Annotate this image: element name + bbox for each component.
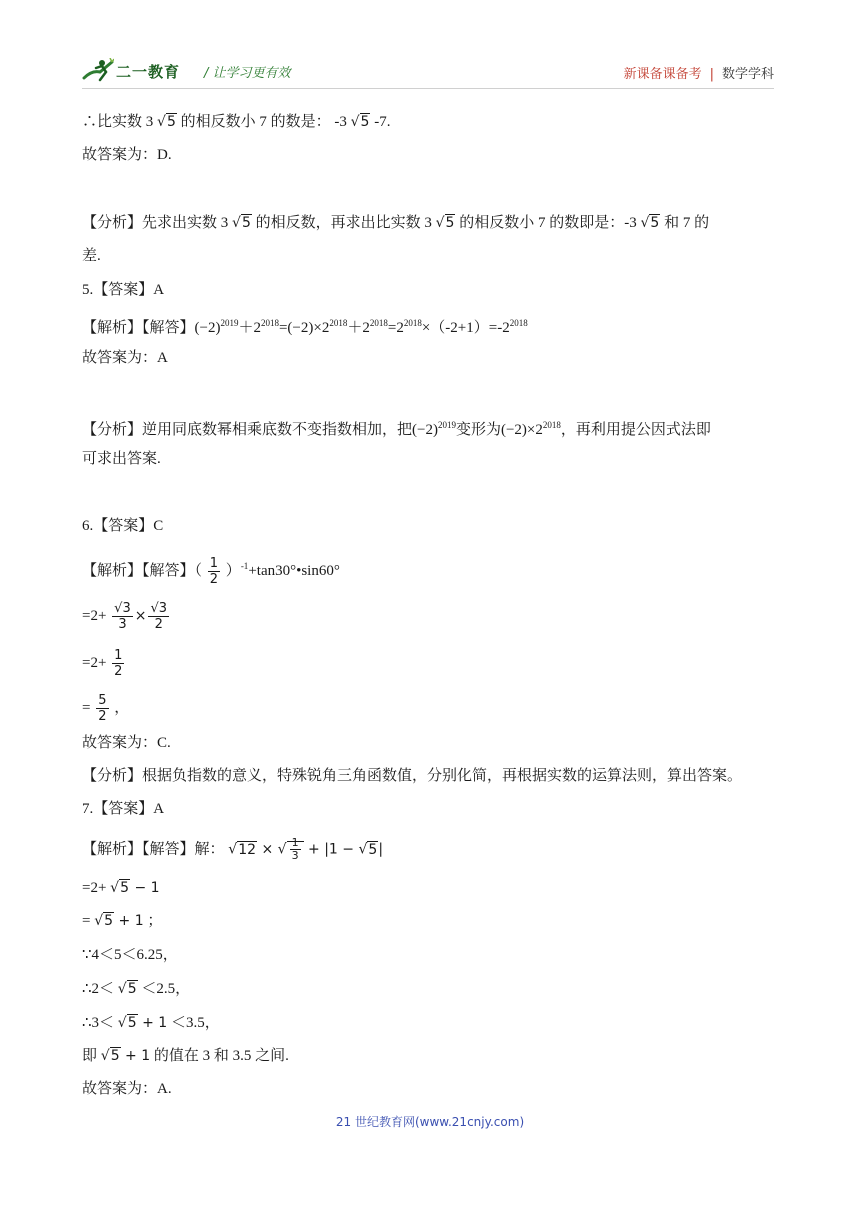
text-line-12: =2+ $\frac{√3}{3}$ × $\frac{√3}{2}$ (82, 601, 168, 632)
subject-label: 数学学科 (721, 67, 774, 82)
text-line-9: 可求出答案. (82, 451, 161, 467)
runner-logo-icon (82, 58, 114, 84)
text-line-11: 【解析】【解答】（ $\frac{1}{2}$ ）$^{-1}$+tan30°•sin60° (82, 556, 340, 588)
page-header (82, 58, 774, 92)
text-line-25: 故答案为：A. (82, 1081, 172, 1097)
text-line-1: ∴比实数 3 √5 的相反数小 7 的数是： -3 √5 -7. (82, 114, 391, 130)
header-right (624, 63, 774, 82)
text-line-21: ∵4＜5＜6.25， (82, 947, 178, 963)
text-line-15: 故答案为：C. (82, 735, 171, 751)
text-line-13: =2+ $\frac{1}{2}$ (82, 648, 123, 679)
footer: 21 世纪教育网(www.21cnjy.com) (335, 1115, 525, 1129)
text-line-18: 【解析】【解答】解： √12 × √ $\frac{1}{3}$ + |1 − √5| (82, 836, 384, 862)
text-line-23: ∴3＜ √5 + 1 ＜3.5， (82, 1015, 220, 1031)
course-label: 新课备课备考 (623, 67, 702, 82)
header-divider (82, 88, 774, 89)
slogan: / 让学习更有效 (204, 66, 291, 81)
text-line-4: 差. (82, 248, 101, 264)
text-line-7: 故答案为：A (82, 350, 168, 366)
text-line-5: 5.【答案】A (82, 282, 165, 298)
text-line-22: ∴2＜ √5 ＜2.5， (82, 981, 191, 997)
logo-text: 二一教育 (116, 62, 181, 81)
text-line-24: 即 √5 + 1 的值在 3 和 3.5 之间. (82, 1048, 289, 1064)
text-line-17: 7.【答案】A (82, 801, 165, 817)
text-line-16: 【分析】根据负指数的意义，特殊锐角三角函数值，分别化简，再根据实数的运算法则，算出答案。 (82, 768, 743, 784)
text-line-3: 【分析】先求出实数 3 √5 的相反数，再求出比实数 3 √5 的相反数小 7 的数即是：-3 √5 和 7 的 (82, 215, 710, 231)
text-line-2: 故答案为：D. (82, 147, 172, 163)
text-line-14: = $\frac{5}{2}$ ， (82, 693, 130, 724)
text-line-20: = √5 + 1 ； (82, 913, 163, 929)
text-line-19: =2+ √5 − 1 (82, 880, 160, 896)
text-line-10: 6.【答案】C (82, 518, 164, 534)
header-separator: | (709, 67, 714, 82)
logo (82, 58, 180, 84)
text-line-6: 【解析】【解答】$(-2)^{2019}+2^{2018}=(-2)\times 2^{2018}+2^{2018}=2^{2018}\times(-2+1)=-2^{2018}$ (82, 318, 528, 336)
text-line-8: 【分析】逆用同底数幂相乘底数不变指数相加，把$(-2)^{2019}$变形为$(-2)\times 2^{2018}$，再利用提公因式法即 (82, 420, 711, 438)
